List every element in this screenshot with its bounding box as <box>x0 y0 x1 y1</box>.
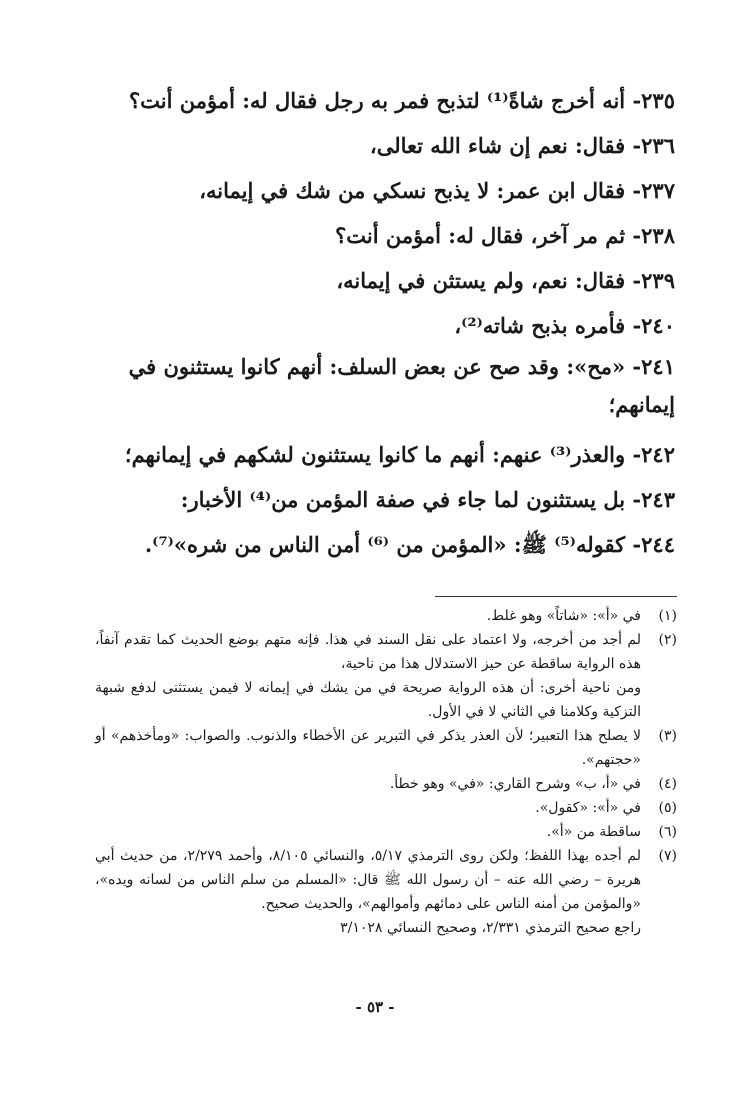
footnote-5 <box>95 796 677 820</box>
footnote-text: في «أ، ب» وشرح القاري: «في» وهو خطأ. <box>389 776 641 792</box>
footnote-number: (٧) <box>658 848 677 864</box>
text-line-238: ٢٣٨- ثم مر آخر، فقال له: أمؤمن أنت؟ <box>335 223 675 248</box>
footnote-number: (٣) <box>658 728 677 744</box>
footnote-text: ومن ناحية أخرى: أن هذه الرواية صريحة في من يشك في إيمانه لا فيمن يستثنى لدفع شبهة التزكية وكلامنا في الثاني لا في الأول. <box>95 680 641 720</box>
footnote-number: (١) <box>658 608 677 624</box>
footnote-number: (٢) <box>658 632 677 648</box>
footnote-number: (٥) <box>658 800 677 816</box>
footnote-number: (٤) <box>658 776 677 792</box>
footnote-text: لم أجده بهذا اللفظ؛ ولكن روى الترمذي ٥/١٧، والنسائي ٨/١٠٥، وأحمد ٢/٢٧٩، من حديث أبي هريرة – رضي الله عنه – أن رسول الله ﷺ قال: «المسلم من سلم الناس من لسانه ويده»، «والمؤمن من أمنه الناس على دمائهم وأموالهم»، والحديث صحيح. <box>95 848 641 912</box>
footnote-2 <box>95 628 677 676</box>
page-number: - ٥٣ - <box>355 998 395 1016</box>
footnote-text: لا يصلح هذا التعبير؛ لأن العذر يذكر في التبرير عن الأخطاء والذنوب. والصواب: «ومأخذهم» أو «حجتهم». <box>95 728 641 768</box>
text-line-242: ٢٤٢- والعذر⁽³⁾ عنهم: أنهم ما كانوا يستثنون لشكهم في إيمانهم؛ <box>124 442 675 467</box>
text-line-235: ٢٣٥- أنه أخرج شاةً⁽¹⁾ لتذبح فمر به رجل فقال له: أمؤمن أنت؟ <box>129 88 675 113</box>
footnote-text: في «أ»: «كقول». <box>535 800 641 816</box>
text-line-236: ٢٣٦- فقال: نعم إن شاء الله تعالى، <box>369 133 675 158</box>
text-line-241: ٢٤١- «مح»: وقد صح عن بعض السلف: أنهم كانوا يستثنون في إيمانهم؛ <box>128 354 675 417</box>
footnote-3 <box>95 724 677 772</box>
footnote-7-continued <box>95 916 677 940</box>
text-line-237: ٢٣٧- فقال ابن عمر: لا يذبح نسكي من شك في إيمانه، <box>199 178 675 203</box>
footnote-1 <box>95 604 677 628</box>
text-line-240: ٢٤٠- فأمره بذبح شاته⁽²⁾، <box>454 313 675 338</box>
footnote-text: لم أجد من أخرجه، ولا اعتماد على نقل السند في هذا. فإنه متهم بوضع الحديث كما تقدم آنفاً، هذه الرواية ساقطة عن حيز الاستدلال هذا من ناحية، <box>95 632 641 672</box>
main-text <box>95 78 675 567</box>
footnote-text: راجع صحيح الترمذي ٢/٣٣١، وصحيح النسائي ٣/١٠٢٨ <box>340 920 641 936</box>
footnote-text: في «أ»: «شاتاً» وهو غلط. <box>486 608 641 624</box>
footnote-divider <box>435 596 677 597</box>
text-line-239: ٢٣٩- فقال: نعم، ولم يستثن في إيمانه، <box>336 268 675 293</box>
footnotes <box>95 604 677 940</box>
text-line-244: ٢٤٤- كقوله⁽⁵⁾ ﷺ: «المؤمن من ⁽⁶⁾ أمن الناس من شره»⁽⁷⁾. <box>144 532 675 557</box>
footnote-7 <box>95 844 677 916</box>
footnote-number: (٦) <box>658 824 677 840</box>
footnote-6 <box>95 820 677 844</box>
footnote-2-continued <box>95 676 677 724</box>
text-line-243: ٢٤٣- بل يستثنون لما جاء في صفة المؤمن من⁽⁴⁾ الأخبار: <box>180 487 675 512</box>
footnote-text: ساقطة من «أ». <box>546 824 641 840</box>
footnote-4 <box>95 772 677 796</box>
